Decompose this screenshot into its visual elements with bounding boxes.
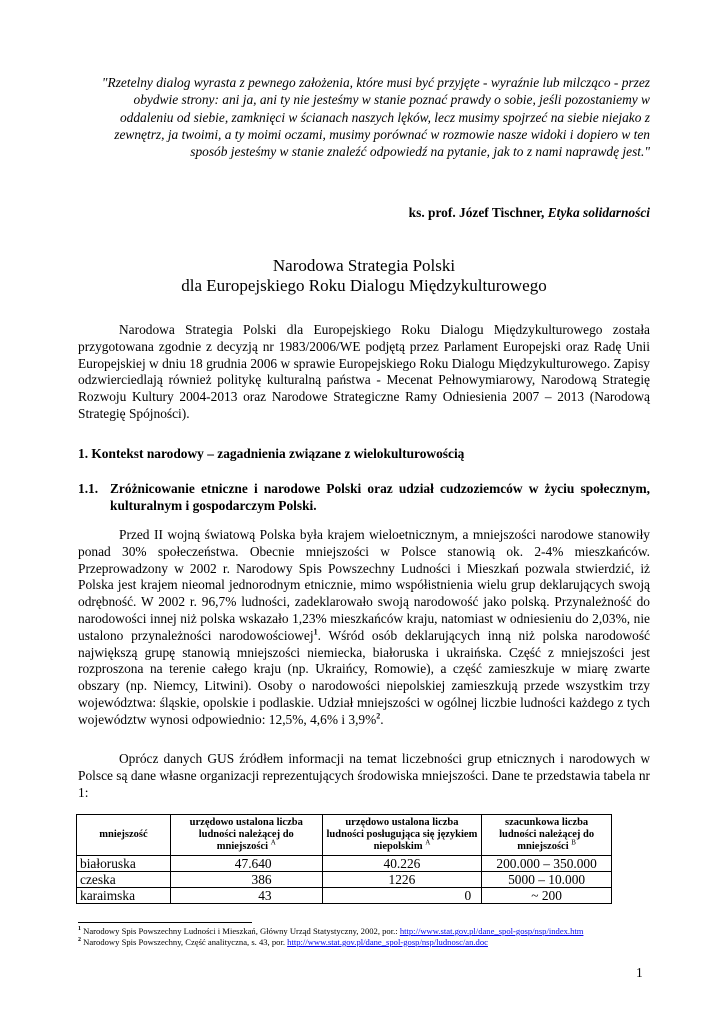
footnote-1: $^1$ Narodowy Spis Powszechny Ludności i Mieszkań, Główny Urząd Statystyczny, 2002, por.: http://www.stat.gov.pl/dane_spol-gosp/nsp/index.htm — [78, 926, 584, 936]
body-paragraph-1-part-1: Przed II wojną światową Polska była krajem wieloetnicznym, a mniejszości narodowe stanowiły ponad 30% społeczeństwa. Obecnie mniejszości w Polsce stanowią ok. 2-4% mieszkańców. Przeprowadzony w 2002 r. Narodowy Spis Powszechny Ludności i Mieszkań pozwala stwierdzić, iż Polska jest krajem nieomal jednorodnym etnicznie, mimo współistnienia wielu grup deklarujących swoją odrębność. W 2002 r. 96,7% ludności, zadeklarowało swoją narodowość jako polską. Przynależność do narodowości innej niż polska wskazało 1,23% mieszkańców kraju, natomiast w odniesieniu do 2,03%, nie ustalono przynależności narodowościowej — [78, 527, 650, 643]
title-line-1: Narodowa Strategia Polski — [272, 256, 456, 275]
table-cell: białoruska — [77, 856, 171, 872]
page-number: 1 — [636, 965, 643, 980]
table-header-source-marker: A — [425, 838, 431, 847]
section-1-heading: 1. Kontekst narodowy – zagadnienia związane z wielokulturowością — [78, 446, 465, 461]
footnote-1-link[interactable]: http://www.stat.gov.pl/dane_spol-gosp/nsp/index.htm — [399, 926, 584, 936]
footnotes — [78, 926, 650, 948]
table-cell: 386 — [170, 872, 322, 888]
footnote-2: $^2$ Narodowy Spis Powszechny, Część analityczna, s. 43, por. http://www.stat.gov.pl/dane_spol-gosp/nsp/ludnosc/an.doc — [78, 936, 488, 947]
table-header-cell: szacunkowa liczba ludności należącej do mniejszości $^B$ — [482, 815, 612, 856]
epigraph-quote: "Rzetelny dialog wyrasta z pewnego założenia, które musi być przyjęte - wyraźnie lub milcząco - przez obydwie strony: ani ja, ani ty nie jesteśmy w stanie poznać prawdy o sobie, jeśli pozostaniemy w oddaleniu od siebie, zamknięci w ścianach naszych lęków, lecz musimy spojrzeć na siebie niejako z zewnętrz, ja twoimi, a ty moimi oczami, musimy porównać w rozmowie nasze widoki i dopiero w ten sposób jesteśmy w stanie znaleźć odpowiedź na pytanie, jak to z nami naprawdę jest." — [101, 75, 650, 160]
table-cell: 200.000 – 350.000 — [482, 856, 612, 872]
table-cell: 5000 – 10.000 — [482, 872, 612, 888]
footnote-ref-1[interactable]: 1 — [313, 627, 318, 637]
table-cell: karaimska — [77, 888, 171, 904]
table-cell: 47.640 — [170, 856, 322, 872]
table-cell: 43 — [170, 888, 322, 904]
minorities-table — [76, 814, 612, 904]
section-1-1-number: 1.1. — [78, 481, 99, 496]
table-header-cell: mniejszość — [77, 815, 171, 856]
table-cell: 40.226 — [322, 856, 482, 872]
table-header-cell: urzędowo ustalona liczba ludności należącej do mniejszości $^A$ — [170, 815, 322, 856]
table-row — [77, 856, 612, 872]
body-paragraph-1-part-3: . — [380, 711, 384, 727]
epigraph-work: Etyka solidarności — [547, 205, 650, 220]
body-paragraph-1-part-2: . Wśród osób deklarujących inną niż polska narodowość największą grupę stanowią mniejszości niemiecka, białoruska i ukraińska. Część z mniejszości jest rozproszona na terenie całego kraju (np. Ukraińcy, Romowie), a część zamieszkuje w miarę zwarte obszary (np. Niemcy, Litwini). Osoby o narodowości niepolskiej zamieszkują przede wszystkim trzy województwa: śląskie, opolskie i podlaskie. Udział mniejszości w ogólnej liczbie ludności każdego z tych województw wynosi odpowiednio: 12,5%, 4,6% i 3,9% — [78, 627, 650, 727]
table-cell: czeska — [77, 872, 171, 888]
epigraph-author: ks. prof. Józef Tischner, — [408, 205, 548, 220]
table-header-row — [77, 815, 612, 856]
table-header-cell: urzędowo ustalona liczba ludności posługująca się językiem niepolskim $^A$ — [322, 815, 482, 856]
intro-paragraph: Narodowa Strategia Polski dla Europejskiego Roku Dialogu Międzykulturowego została przygotowana zgodnie z decyzją nr 1983/2006/WE podjętą przez Parlament Europejski oraz Radę Unii Europejskiej w dniu 18 grudnia 2006 w sprawie Europejskiego Roku Dialogu Międzykulturowego. Zapisy odzwierciedlają również politykę kulturalną państwa - Mecenat Pełnowymiarowy, Narodową Strategię Rozwoju Kultury 2004-2013 oraz Narodowe Strategiczne Ramy Odniesienia 2007 – 2013 (Narodową Strategię Spójności). — [78, 322, 650, 421]
footnote-separator — [78, 922, 252, 923]
table-cell: 0 — [322, 888, 482, 904]
table-cell: 1226 — [322, 872, 482, 888]
body-paragraph-1 — [78, 527, 650, 729]
table-row — [77, 888, 612, 904]
table-header-source-marker: A — [270, 838, 276, 847]
title-line-2: dla Europejskiego Roku Dialogu Międzykulturowego — [181, 276, 547, 295]
footnote-ref-2[interactable]: 2 — [376, 711, 381, 721]
table-header-source-marker: B — [571, 838, 576, 847]
body-paragraph-2: Oprócz danych GUS źródłem informacji na temat liczebności grup etnicznych i narodowych w Polsce są dane własne organizacji reprezentujących środowiska mniejszości. Dane te przedstawia tabela nr 1: — [78, 751, 650, 800]
section-1-1-title: Zróżnicowanie etniczne i narodowe Polski oraz udział cudzoziemców w życiu społecznym, kulturalnym i gospodarczym Polski. — [110, 481, 650, 513]
document-title — [78, 256, 650, 296]
section-1-1-heading — [78, 480, 650, 514]
epigraph-attribution — [78, 205, 650, 221]
footnote-2-link[interactable]: http://www.stat.gov.pl/dane_spol-gosp/nsp/ludnosc/an.doc — [287, 936, 488, 947]
table-cell: ~ 200 — [482, 888, 612, 904]
table-row — [77, 872, 612, 888]
